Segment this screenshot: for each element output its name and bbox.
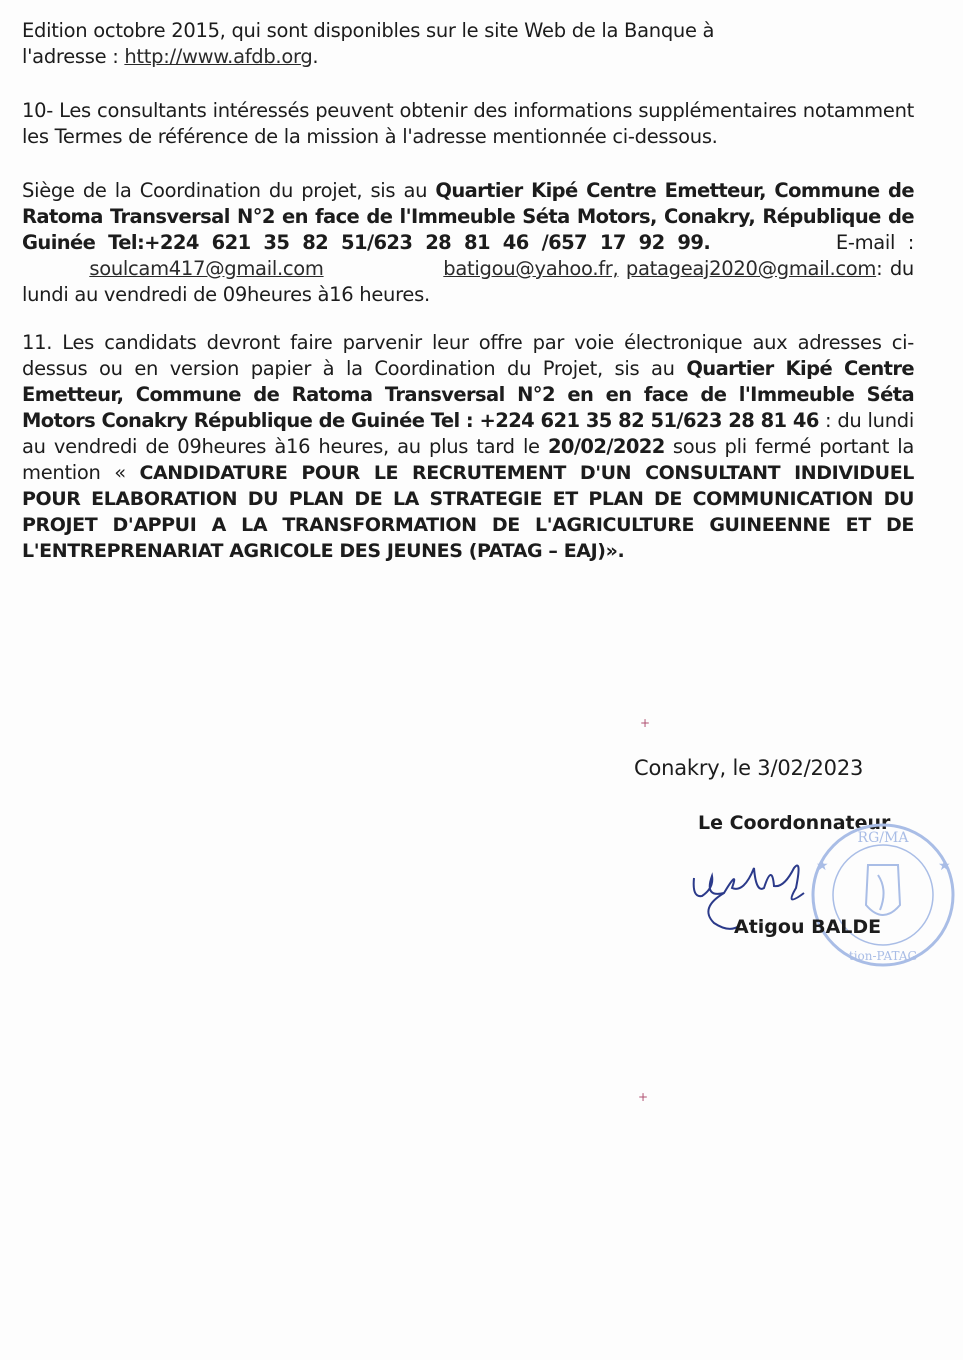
headquarters-address: Quartier Kipé Centre Emetteur, Commune de Ratoma Transversal N°2 en face de l'Immeuble Séta Motors, Conakry, République de Guinée Tel:+224 621 35 82 51/623 28 81 46 /657 17 92 99.: [22, 179, 914, 254]
afdb-link[interactable]: http://www.afdb.org: [124, 45, 313, 68]
signatory-name: Atigou BALDE: [734, 916, 882, 938]
paragraph-11-mention: sous pli fermé portant la mention «: [22, 435, 914, 484]
paragraph-11-hours: : du lundi au vendredi de 09heures à16 heures, au plus tard le: [22, 409, 914, 458]
intro-paragraph: [22, 18, 914, 70]
email-link-batigou[interactable]: batigou@yahoo.fr,: [443, 257, 619, 280]
deadline-date: 20/02/2022: [547, 435, 665, 458]
scan-mark-icon: +: [640, 716, 651, 730]
office-hours: : du lundi au vendredi de 09heures à16 heures.: [22, 257, 914, 306]
signatory-title: Le Coordonnateur: [698, 812, 891, 834]
paragraph-11: [22, 330, 914, 564]
svg-text:tion-PATAG: tion-PATAG: [848, 949, 918, 963]
headquarters-paragraph: [22, 178, 914, 308]
document-body: [22, 18, 914, 564]
place-and-date: Conakry, le 3/02/2023: [634, 756, 864, 780]
paragraph-11-intro: 11. Les candidats devront faire parvenir leur offre par voie électronique aux adresses ci-dessus ou en version papier à la Coordination du Projet, sis au: [22, 331, 914, 380]
intro-line: Edition octobre 2015, qui sont disponibles sur le site Web de la Banque à: [22, 19, 715, 42]
svg-text:★: ★: [938, 858, 951, 874]
email-link-patageaj[interactable]: patageaj2020@gmail.com: [625, 257, 877, 280]
official-stamp-icon: [808, 820, 958, 970]
handwritten-signature-icon: [684, 848, 834, 938]
paragraph-11-address: Quartier Kipé Centre Emetteur, Commune de Ratoma Transversal N°2 en en face de l'Immeuble Séta Motors Conakry République de Guinée Tel : +224 621 35 82 51/623 28 81 46: [22, 357, 914, 432]
submission-subject: CANDIDATURE POUR LE RECRUTEMENT D'UN CONSULTANT INDIVIDUEL POUR ELABORATION DU PLAN DE LA STRATEGIE ET PLAN DE COMMUNICATION DU PROJET D'APPUI A LA TRANSFORMATION DE L'AGRICULTURE GUINEENNE ET DE L'ENTREPRENARIAT AGRICOLE DES JEUNES (PATAG – EAJ)».: [22, 462, 914, 562]
email-label: E-mail :: [835, 231, 914, 254]
address-prefix: l'adresse :: [22, 45, 125, 68]
scan-mark-icon: +: [638, 1090, 649, 1104]
period: .: [312, 45, 319, 68]
email-link-soulcam[interactable]: soulcam417@gmail.com: [89, 257, 324, 280]
svg-text:RG/MA: RG/MA: [857, 830, 909, 846]
svg-text:★: ★: [816, 858, 829, 874]
paragraph-10: 10- Les consultants intéressés peuvent obtenir des informations supplémentaires notamment les Termes de référence de la mission à l'adresse mentionnée ci-dessous.: [22, 99, 914, 148]
headquarters-intro: Siège de la Coordination du projet, sis au: [22, 179, 436, 202]
